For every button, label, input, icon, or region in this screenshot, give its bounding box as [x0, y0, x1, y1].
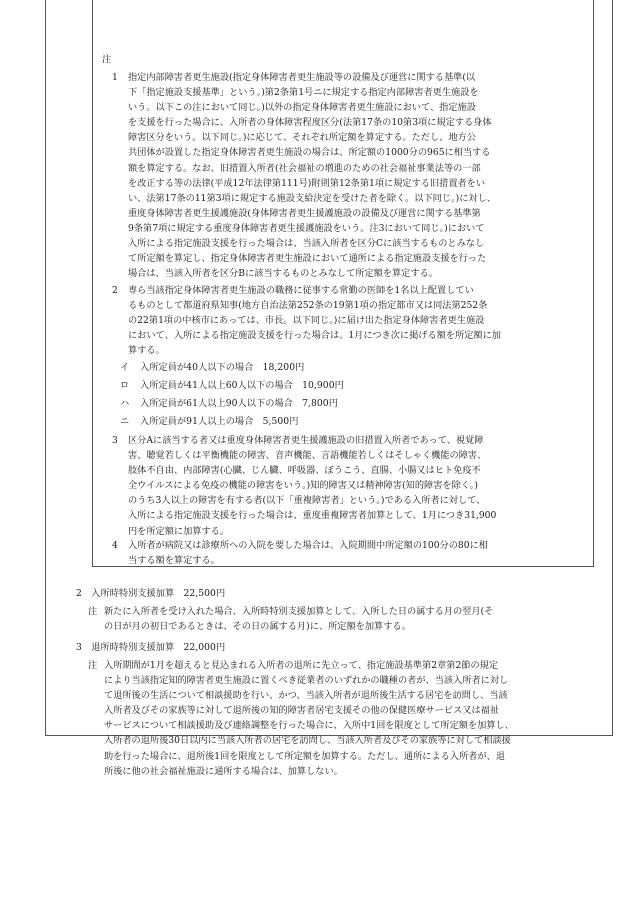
section-3-line: サービスについて相談援助及び連絡調整を行った場合に、入所中1回を限度として所定額を加算し、: [104, 720, 514, 732]
note-3-line: 区分Aに該当する者又は重度身体障害者更生援護施設の旧措置入所者であって、視覚障: [128, 435, 484, 446]
note-2-line: において、入所による指定施設支援を行った場合は、1月につき次に掲げる額を所定額に加: [128, 330, 501, 342]
note-3-line: 害、聴覚若しくは平衡機能の障害、音声機能、言語機能若しくはそしゃく機能の障害、: [128, 450, 487, 462]
note-1-line: を支援を行った場合に、入所者の身体障害程度区分(法第17条の10第3項に規定する身体: [128, 117, 492, 129]
section-3-line: 入所者の退所後30日以内に当該入所者の居宅を訪問し、当該入所者及びその家族等に対して相談援: [104, 735, 511, 747]
fee-item-mark: イ: [120, 362, 130, 373]
note-3-line: 肢体不自由、内部障害(心臓、じん臓、呼吸器、ぼうこう、直腸、小腸又はヒト免疫不: [128, 465, 481, 477]
fee-item-text: 入所定員が91人以上の場合 5,500円: [140, 416, 299, 427]
fee-item-mark: ロ: [120, 380, 130, 391]
fee-item-mark: ハ: [120, 398, 130, 409]
note-2-line: るものとして都道府県知事(地方自治法第252条の19第1項の指定都市又は同法第252条: [128, 300, 488, 312]
section-3-note-mark: 注: [88, 660, 98, 671]
note-1-line: 額を算定する。なお、旧措置入所者(社会福祉の増進のための社会福祉事業法等の一部: [128, 162, 481, 174]
note-3-line: 円を所定額に加算する。: [128, 525, 230, 537]
fee-item-text: 入所定員が61人以上90人以下の場合 7,800円: [140, 398, 338, 409]
section-3-line: により当該指定知的障害者更生施設に置くべき従業者のいずれかの職種の者が、当該入所者に対し: [104, 675, 509, 687]
note-2-line: 専ら当該指定身体障害者更生施設の職務に従事する常勤の医師を1名以上配置してい: [128, 285, 474, 296]
note-1-line: を改正する等の法律(平成12年法律第111号)附則第12条第1項に規定する旧措置者をい: [128, 177, 486, 189]
note-3-number: 3: [112, 435, 118, 446]
section-2-line: 新たに入所者を受け入れた場合、入所時特別支援加算として、入所した日の属する月の翌月(そ: [104, 606, 494, 617]
fee-item-mark: ニ: [120, 416, 130, 427]
note-3-line: 入所による指定施設支援を行った場合は、重度重複障害者加算として、1月につき31,900: [128, 510, 497, 522]
note-1-line: 9条第7項に規定する重度身体障害者更生援護施設をいう。注3において同じ。)において: [128, 222, 485, 234]
outer-frame-right-border: [612, 0, 613, 735]
note-1-line: い、法第17条の11第3項に規定する施設支給決定を受けた者を除く。以下同じ。)に対し、: [128, 192, 496, 204]
note-1-text: [128, 70, 496, 281]
outer-frame-left-border: [45, 0, 46, 735]
note-3-line: のうち3人以上の障害を有する者(以下「重複障害者」という。)である入所者に対して、: [128, 495, 486, 507]
note-1-line: 指定内部障害者更生施設(指定身体障害者更生施設等の設備及び運営に関する基準(以: [128, 72, 476, 83]
section-2-note-text: [104, 604, 493, 634]
section-3-line: 入所者及びその家族等に対して退所後の知的障害者居宅支援その他の保健医療サービス又は福祉: [104, 705, 500, 717]
note-4-number: 4: [112, 540, 118, 551]
note-1-line: 障害区分をいう。以下同じ。)に応じて、それぞれ所定額を算定する。ただし、地方公: [128, 132, 476, 144]
note-3-line: 全ウイルスによる免疫の機能の障害をいう。)知的障害又は精神障害(知的障害を除く。): [128, 480, 478, 492]
fee-item-text: 入所定員が40人以下の場合 18,200円: [140, 362, 305, 373]
note-2-number: 2: [112, 285, 118, 296]
section-3-note-text: [104, 658, 514, 779]
section-3-line: 所後に他の社会福祉施設に通所する場合は、加算しない。: [104, 765, 343, 777]
note-1-number: 1: [112, 72, 118, 83]
section-3-line: て退所後の生活について相談援助を行い、かつ、当該入所者が退所後生活する居宅を訪問し、当該: [104, 690, 508, 702]
section-3-heading: 3 退所時特別支援加算 22,000円: [76, 642, 226, 653]
section-2-line: の日が月の初日であるときは、その日の属する月)に、所定額を加算する。: [104, 621, 411, 633]
note-heading: 注: [102, 54, 112, 65]
note-1-line: 場合は、当該入所者を区分Bに該当するものとみなして所定額を算定する。: [128, 268, 438, 280]
note-2-text: [128, 283, 501, 358]
note-4-line: 当する額を算定する。: [128, 555, 220, 567]
note-1-line: 下「指定施設支援基準」という。)第2条第1号ニに規定する指定内部障害者更生施設を: [128, 87, 479, 99]
section-3-line: 助を行った場合に、退所後1回を限度として所定額を加算する。ただし、通所による入所者が、退: [104, 750, 505, 762]
note-1-line: 共団体が設置した指定身体障害者更生施設の場合は、所定額の1000分の965に相当する: [128, 147, 491, 159]
section-2-heading: 2 入所時特別支援加算 22,500円: [76, 588, 226, 599]
note-1-line: 入所による指定施設支援を行った場合は、当該入所者を区分Cに該当するものとみなし: [128, 238, 485, 250]
note-1-line: て所定額を算定し、指定身体障害者更生施設において通所による指定施設支援を行った: [128, 253, 487, 265]
note-1-line: 重度身体障害者更生援護施設(身体障害者更生援護施設の設備及び運営に関する基準第: [128, 207, 481, 219]
note-3-text: [128, 433, 496, 539]
note-2-line: 算する。: [128, 345, 165, 357]
section-3-line: 入所期間が1月を超えると見込まれる入所者の退所に先立って、指定施設基準第2章第2節の規定: [104, 660, 499, 671]
fee-item-text: 入所定員が41人以上60人以下の場合 10,900円: [140, 380, 344, 391]
note-4-text: [128, 538, 488, 568]
note-4-line: 入所者が病院又は診療所への入院を要した場合は、入院期間中所定額の100分の80に相: [128, 540, 488, 551]
note-2-line: の22第1項の中核市にあっては、市長。以下同じ。)に届け出た指定身体障害者更生施設: [128, 315, 485, 327]
section-2-note-mark: 注: [88, 606, 98, 617]
note-1-line: いう。以下この注において同じ。)以外の指定身体障害者更生施設において、指定施設: [128, 102, 476, 114]
